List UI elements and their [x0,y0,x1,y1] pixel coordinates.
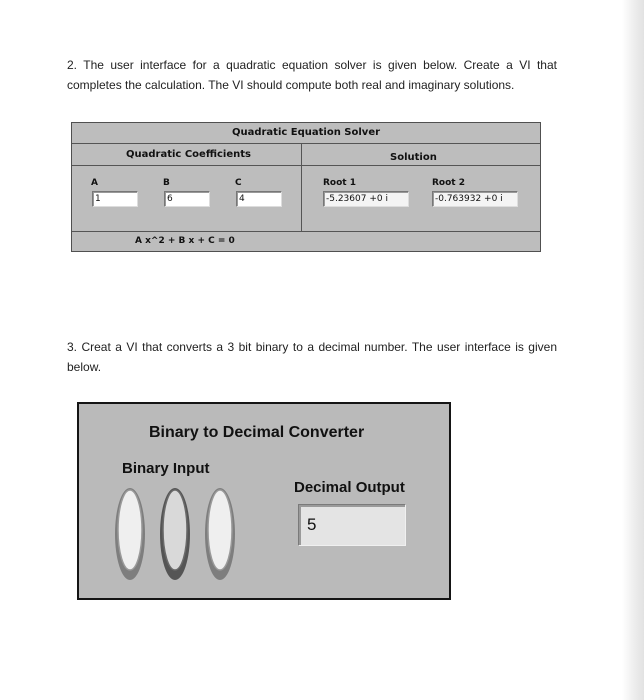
equation-label: A x^2 + B x + C = 0 [135,236,235,246]
root2-label: Root 2 [432,178,465,188]
coefficient-a-label: A [91,178,98,188]
divider [72,231,540,232]
decimal-output-label: Decimal Output [294,479,405,496]
root1-output: -5.23607 +0 i [323,191,409,207]
question-3-text: 3. Creat a VI that converts a 3 bit binary to a decimal number. The user interface is given below. [67,340,557,374]
coefficient-b-input[interactable]: 6 [164,191,210,207]
divider [301,144,302,231]
coefficient-c-label: C [235,178,242,188]
root2-output: -0.763932 +0 i [432,191,518,207]
binary-input-label: Binary Input [122,460,210,477]
coefficient-b-label: B [163,178,170,188]
divider [72,143,540,144]
coefficient-c-input[interactable]: 4 [236,191,282,207]
panel-title: Binary to Decimal Converter [149,424,365,441]
quadratic-solver-panel [71,122,541,252]
page-edge-shadow [622,0,644,700]
bit-2-toggle[interactable] [113,484,147,582]
binary-converter-panel [77,402,451,600]
panel-title: Quadratic Equation Solver [231,127,381,138]
decimal-output-display: 5 [298,504,406,546]
coefficients-label: Quadratic Coefficients [126,149,251,160]
coefficient-a-input[interactable]: 1 [92,191,138,207]
bit-1-toggle[interactable] [158,484,192,582]
divider [72,165,540,166]
solution-label: Solution [390,152,437,163]
question-2-text: 2. The user interface for a quadratic equation solver is given below. Create a VI that completes the calculation. The VI should compute both real and imaginary solutions. [67,58,557,92]
bit-0-toggle[interactable] [203,484,237,582]
root1-label: Root 1 [323,178,356,188]
